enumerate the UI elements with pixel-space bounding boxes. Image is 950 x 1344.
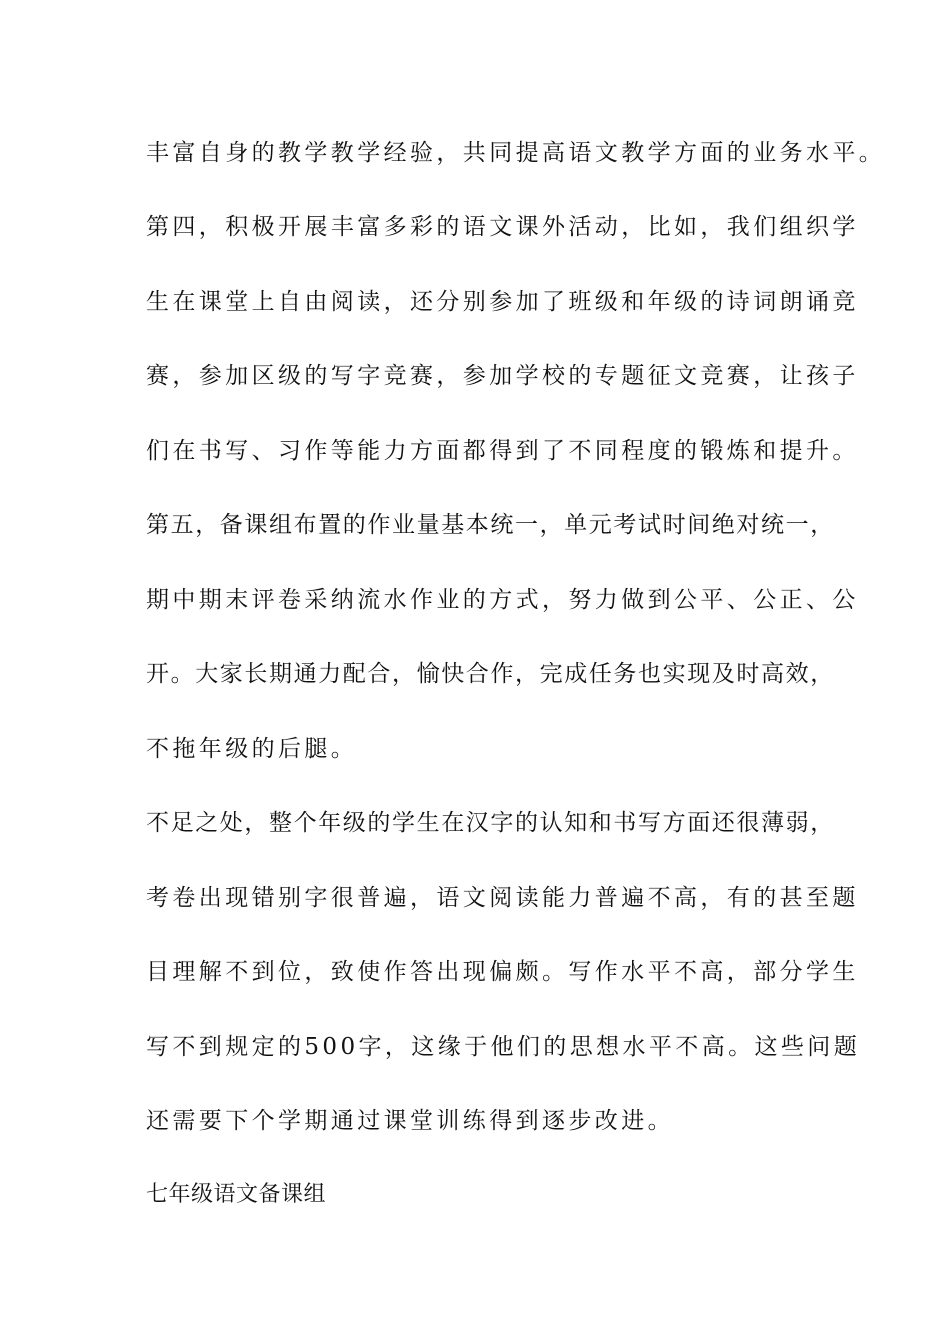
paragraph-line-10: 不足之处，整个年级的学生在汉字的认知和书写方面还很薄弱，: [146, 810, 835, 836]
paragraph-line-3: 生在课堂上自由阅读，还分别参加了班级和年级的诗词朗诵竞: [146, 289, 859, 315]
paragraph-line-1: 丰富自身的教学教学经验，共同提高语文教学方面的业务水平。: [146, 140, 886, 166]
paragraph-line-14: 还需要下个学期通过课堂训练得到逐步改进。: [146, 1108, 674, 1134]
paragraph-line-13: 写不到规定的500字，这缘于他们的思想水平不高。这些问题: [146, 1034, 861, 1060]
paragraph-line-5: 们在书写、习作等能力方面都得到了不同程度的锻炼和提升。: [146, 438, 859, 464]
paragraph-line-11: 考卷出现错别字很普遍，语文阅读能力普遍不高，有的甚至题: [146, 885, 859, 911]
paragraph-line-8: 开。大家长期通力配合，愉快合作，完成任务也实现及时高效，: [146, 661, 835, 687]
paragraph-line-9: 不拖年级的后腿。: [146, 736, 358, 762]
paragraph-line-2: 第四，积极开展丰富多彩的语文课外活动，比如，我们组织学: [146, 214, 859, 240]
paragraph-line-6: 第五，备课组布置的作业量基本统一，单元考试时间绝对统一，: [146, 512, 835, 538]
paragraph-line-7: 期中期末评卷采纳流水作业的方式，努力做到公平、公正、公: [146, 587, 859, 613]
signature-line: 七年级语文备课组: [146, 1182, 327, 1207]
paragraph-line-4: 赛，参加区级的写字竞赛，参加学校的专题征文竞赛，让孩子: [146, 363, 859, 389]
paragraph-line-12: 目理解不到位，致使作答出现偏颇。写作水平不高，部分学生: [146, 959, 859, 985]
